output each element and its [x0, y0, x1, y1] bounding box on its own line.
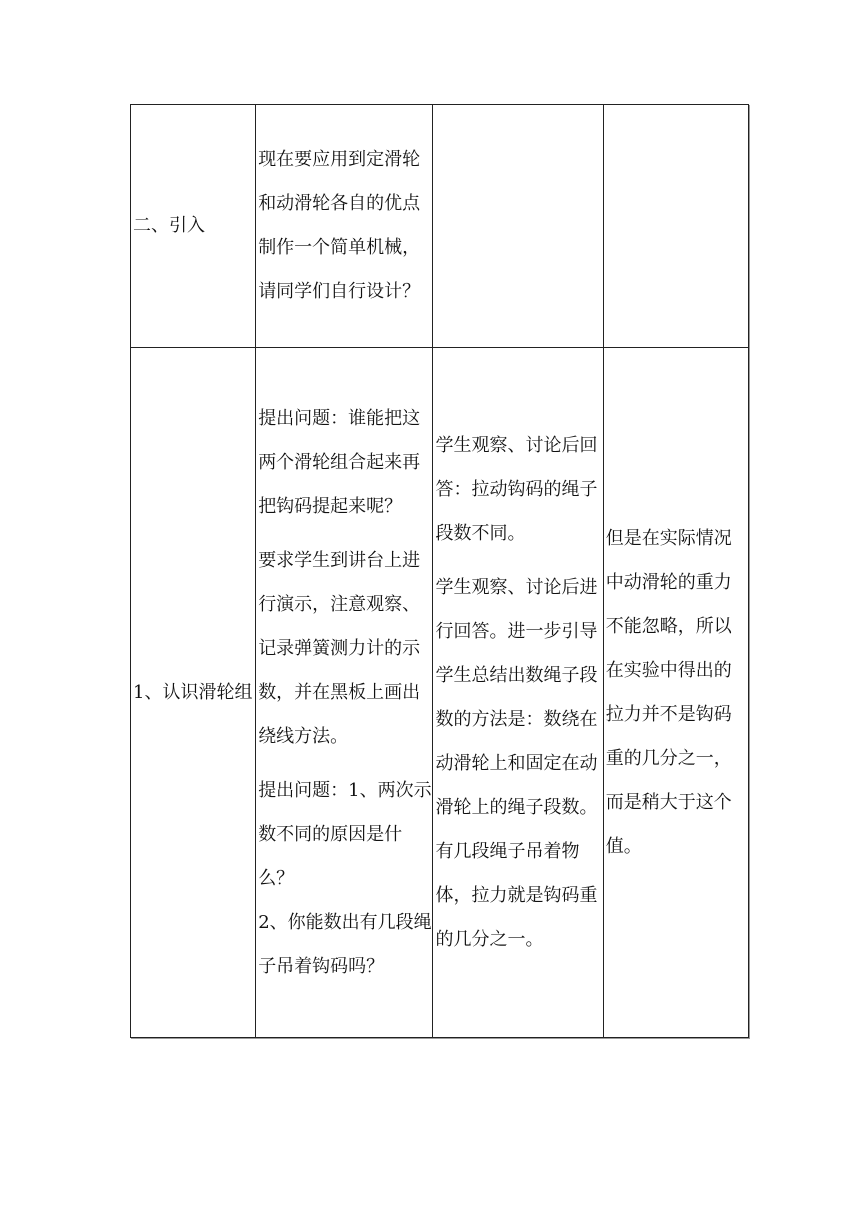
stage-cell: [131, 348, 256, 1038]
student-paragraph: 学生观察、讨论后回答：拉动钩码的绳子段数不同。: [435, 434, 598, 544]
note-cell: [603, 105, 748, 348]
table-row-introduction: [131, 105, 749, 348]
teacher-paragraph: 提出问题：谁能把这两个滑轮组合起来再把钩码提起来呢？: [258, 407, 421, 517]
stage-label: 1、认识滑轮组: [133, 681, 253, 703]
table-row-pulley-system: [131, 348, 749, 1038]
stage-label: 二、引入: [133, 215, 205, 236]
student-activity-cell: [433, 105, 603, 348]
teacher-paragraph: 现在要应用到定滑轮和动滑轮各自的优点制作一个简单机械，请同学们自行设计？: [258, 149, 421, 302]
teacher-activity-cell: [256, 105, 433, 348]
teacher-activity-cell: [256, 348, 433, 1038]
lesson-plan-table: [130, 104, 749, 1038]
note-cell: [603, 348, 748, 1038]
teacher-paragraph: 2、你能数出有几段绳子吊着钩码吗？: [258, 911, 432, 977]
student-activity-cell: [433, 348, 603, 1038]
teacher-paragraph: 提出问题：1、两次示数不同的原因是什么？: [258, 779, 432, 889]
student-paragraph: 学生观察、讨论后进行回答。进一步引导学生总结出数绳子段数的方法是：数绕在动滑轮上和固定在动滑轮上的绳子段数。有几段绳子吊着物体，拉力就是钩码重的几分之一。: [435, 576, 598, 950]
teacher-paragraph: 要求学生到讲台上进行演示，注意观察、记录弹簧测力计的示数，并在黑板上画出绕线方法。: [258, 549, 421, 747]
stage-cell: [131, 105, 256, 348]
note-paragraph: 但是在实际情况中动滑轮的重力不能忽略，所以在实验中得出的拉力并不是钩码重的几分之一，而是稍大于这个值。: [605, 527, 732, 857]
